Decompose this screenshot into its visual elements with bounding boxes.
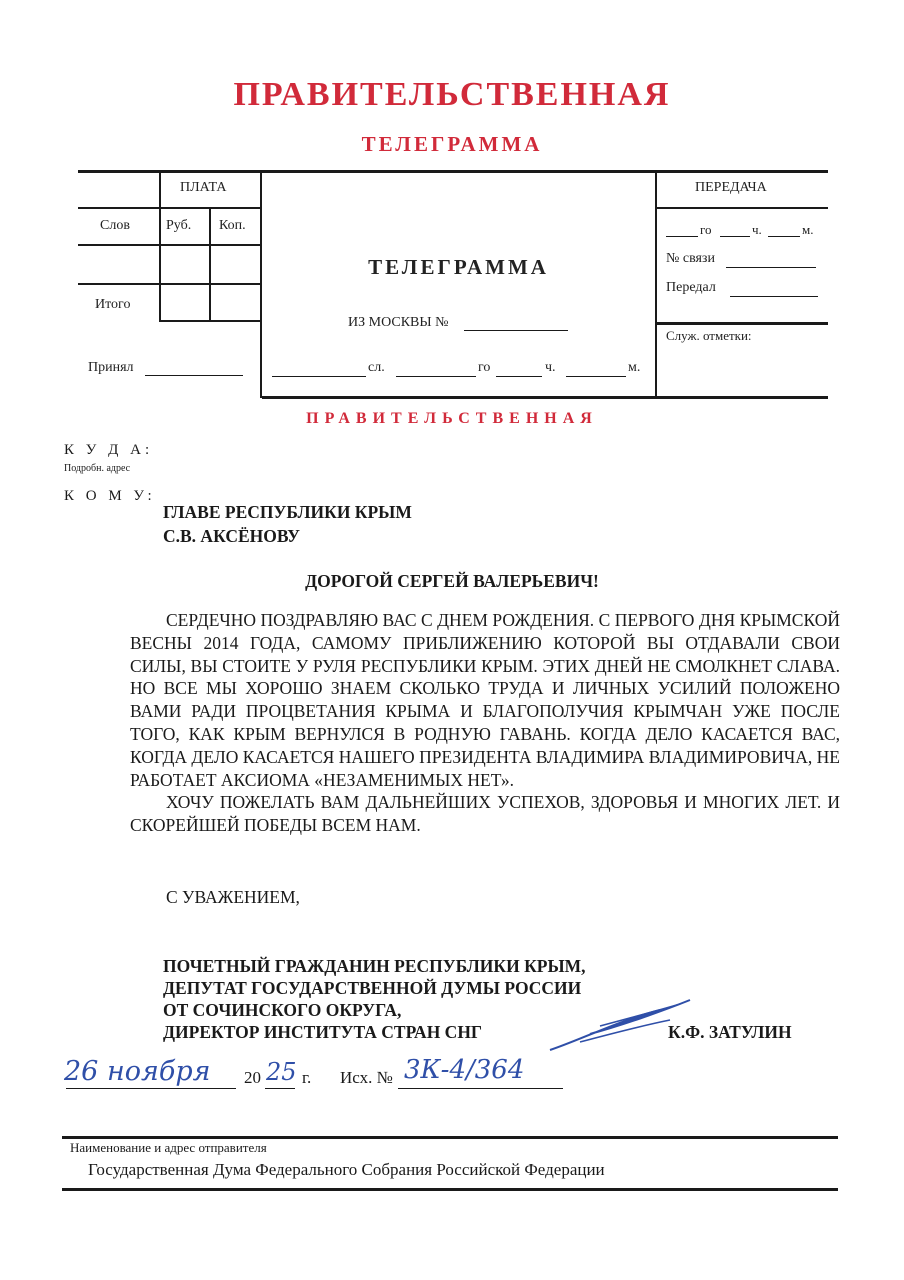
- ch-label-bottom: ч.: [545, 360, 556, 375]
- go-label-top: го: [700, 222, 712, 237]
- sender-value: Государственная Дума Федерального Собрания Российской Федерации: [88, 1160, 605, 1179]
- ch-label-top: ч.: [752, 222, 762, 237]
- letter-paragraph-1: СЕРДЕЧНО ПОЗДРАВЛЯЮ ВАС С ДНЕМ РОЖДЕНИЯ. С ПЕРВОГО ДНЯ КРЫМСКОЙ ВЕСНЫ 2014 ГОДА, САМОМУ ПРИБЛИЖЕНИЮ КОТОРОЙ ВЫ ОТДАВАЛИ СВОИ СИЛЫ, ВЫ СТОИТЕ У РУЛЯ РЕСПУБЛИКИ КРЫМ. ЭТИХ ДНЕЙ НЕ СМОЛКНЕТ СЛАВА. НО ВСЕ МЫ ХОРОШО ЗНАЕМ СКОЛЬКО ТРУДА И ЛИЧНЫХ УСИЛИЙ ПОЛОЖЕНО ВАМИ РАДИ ПРОЦВЕТАНИЯ КРЫМА И БЛАГОПОЛУЧИЯ КРЫМЧАН УЖЕ ПОСЛЕ ТОГО, КАК КРЫМ ВЕРНУЛСЯ В РОДНУЮ ГАВАНЬ. КОГДА ДЕЛО КАСАЕТСЯ ВАС, КОГДА ДЕЛО КАСАЕТСЯ НАШЕГО ПРЕЗИДЕНТА ВЛАДИМИРА ВЛАДИМИРОВИЧА, НЕ РАБОТАЕТ АКСИОМА «НЕЗАМЕНИМЫХ НЕТ».: [130, 610, 840, 790]
- slov-label: Слов: [100, 218, 130, 233]
- peredacha-label: ПЕРЕДАЧА: [695, 180, 767, 195]
- redacted-address: [162, 450, 614, 500]
- form-center-title: ТЕЛЕГРАММА: [368, 255, 549, 279]
- letter-paragraph-2: ХОЧУ ПОЖЕЛАТЬ ВАМ ДАЛЬНЕЙШИХ УСПЕХОВ, ЗДОРОВЬЯ И МНОГИХ ЛЕТ. И СКОРЕЙШЕЙ ПОБЕДЫ ВСЕМ НАМ.: [130, 792, 840, 836]
- sluzh-otmetki-label: Служ. отметки:: [666, 328, 752, 343]
- kop-label: Коп.: [219, 218, 246, 233]
- rub-label: Руб.: [166, 218, 192, 233]
- plata-label: ПЛАТА: [180, 180, 227, 195]
- iz-moskvy-label: ИЗ МОСКВЫ №: [348, 315, 449, 330]
- signatory-title-1: ПОЧЕТНЫЙ ГРАЖДАНИН РЕСПУБЛИКИ КРЫМ,: [163, 956, 586, 976]
- signatory-name: К.Ф. ЗАТУЛИН: [668, 1022, 792, 1042]
- closing: С УВАЖЕНИЕМ,: [166, 887, 300, 907]
- sender-label: Наименование и адрес отправителя: [70, 1140, 267, 1155]
- salutation: ДОРОГОЙ СЕРГЕЙ ВАЛЕРЬЕВИЧ!: [305, 571, 599, 591]
- prinyal-label: Принял: [88, 360, 134, 375]
- year-handwritten: 25: [266, 1058, 297, 1086]
- podrob-adres-label: Подробн. адрес: [64, 463, 131, 474]
- no-svyazi-label: № связи: [666, 251, 715, 266]
- sl-label: сл.: [368, 360, 385, 375]
- letter-body: [130, 609, 840, 837]
- recipient-line-1: ГЛАВЕ РЕСПУБЛИКИ КРЫМ: [163, 502, 412, 522]
- signatory-title-3: ОТ СОЧИНСКОГО ОКРУГА,: [163, 1000, 402, 1020]
- document-subtitle: ТЕЛЕГРАММА: [361, 132, 543, 156]
- komu-label: К О М У:: [64, 488, 156, 504]
- itogo-label: Итого: [95, 297, 131, 312]
- signatory-title-2: ДЕПУТАТ ГОСУДАРСТВЕННОЙ ДУМЫ РОССИИ: [163, 978, 582, 998]
- handwritten-date: 26 ноября: [64, 1056, 211, 1087]
- year-prefix: 20: [244, 1068, 261, 1087]
- ref-number-label: Исх. №: [340, 1068, 393, 1087]
- peredal-label: Передал: [666, 280, 716, 295]
- government-banner: ПРАВИТЕЛЬСТВЕННАЯ: [306, 410, 598, 427]
- document-title: ПРАВИТЕЛЬСТВЕННАЯ: [233, 76, 671, 113]
- m-label-top: м.: [802, 222, 814, 237]
- signatory-title-4: ДИРЕКТОР ИНСТИТУТА СТРАН СНГ: [163, 1022, 483, 1042]
- recipient-line-2: С.В. АКСЁНОВУ: [163, 526, 300, 546]
- ref-number-handwritten: 3К-4/364: [404, 1055, 525, 1085]
- m-label-bottom: м.: [628, 360, 641, 375]
- year-suffix: г.: [302, 1068, 312, 1087]
- handwritten-signature: [540, 990, 700, 1060]
- kuda-label: К У Д А:: [64, 442, 154, 458]
- go-label-bottom: го: [478, 360, 491, 375]
